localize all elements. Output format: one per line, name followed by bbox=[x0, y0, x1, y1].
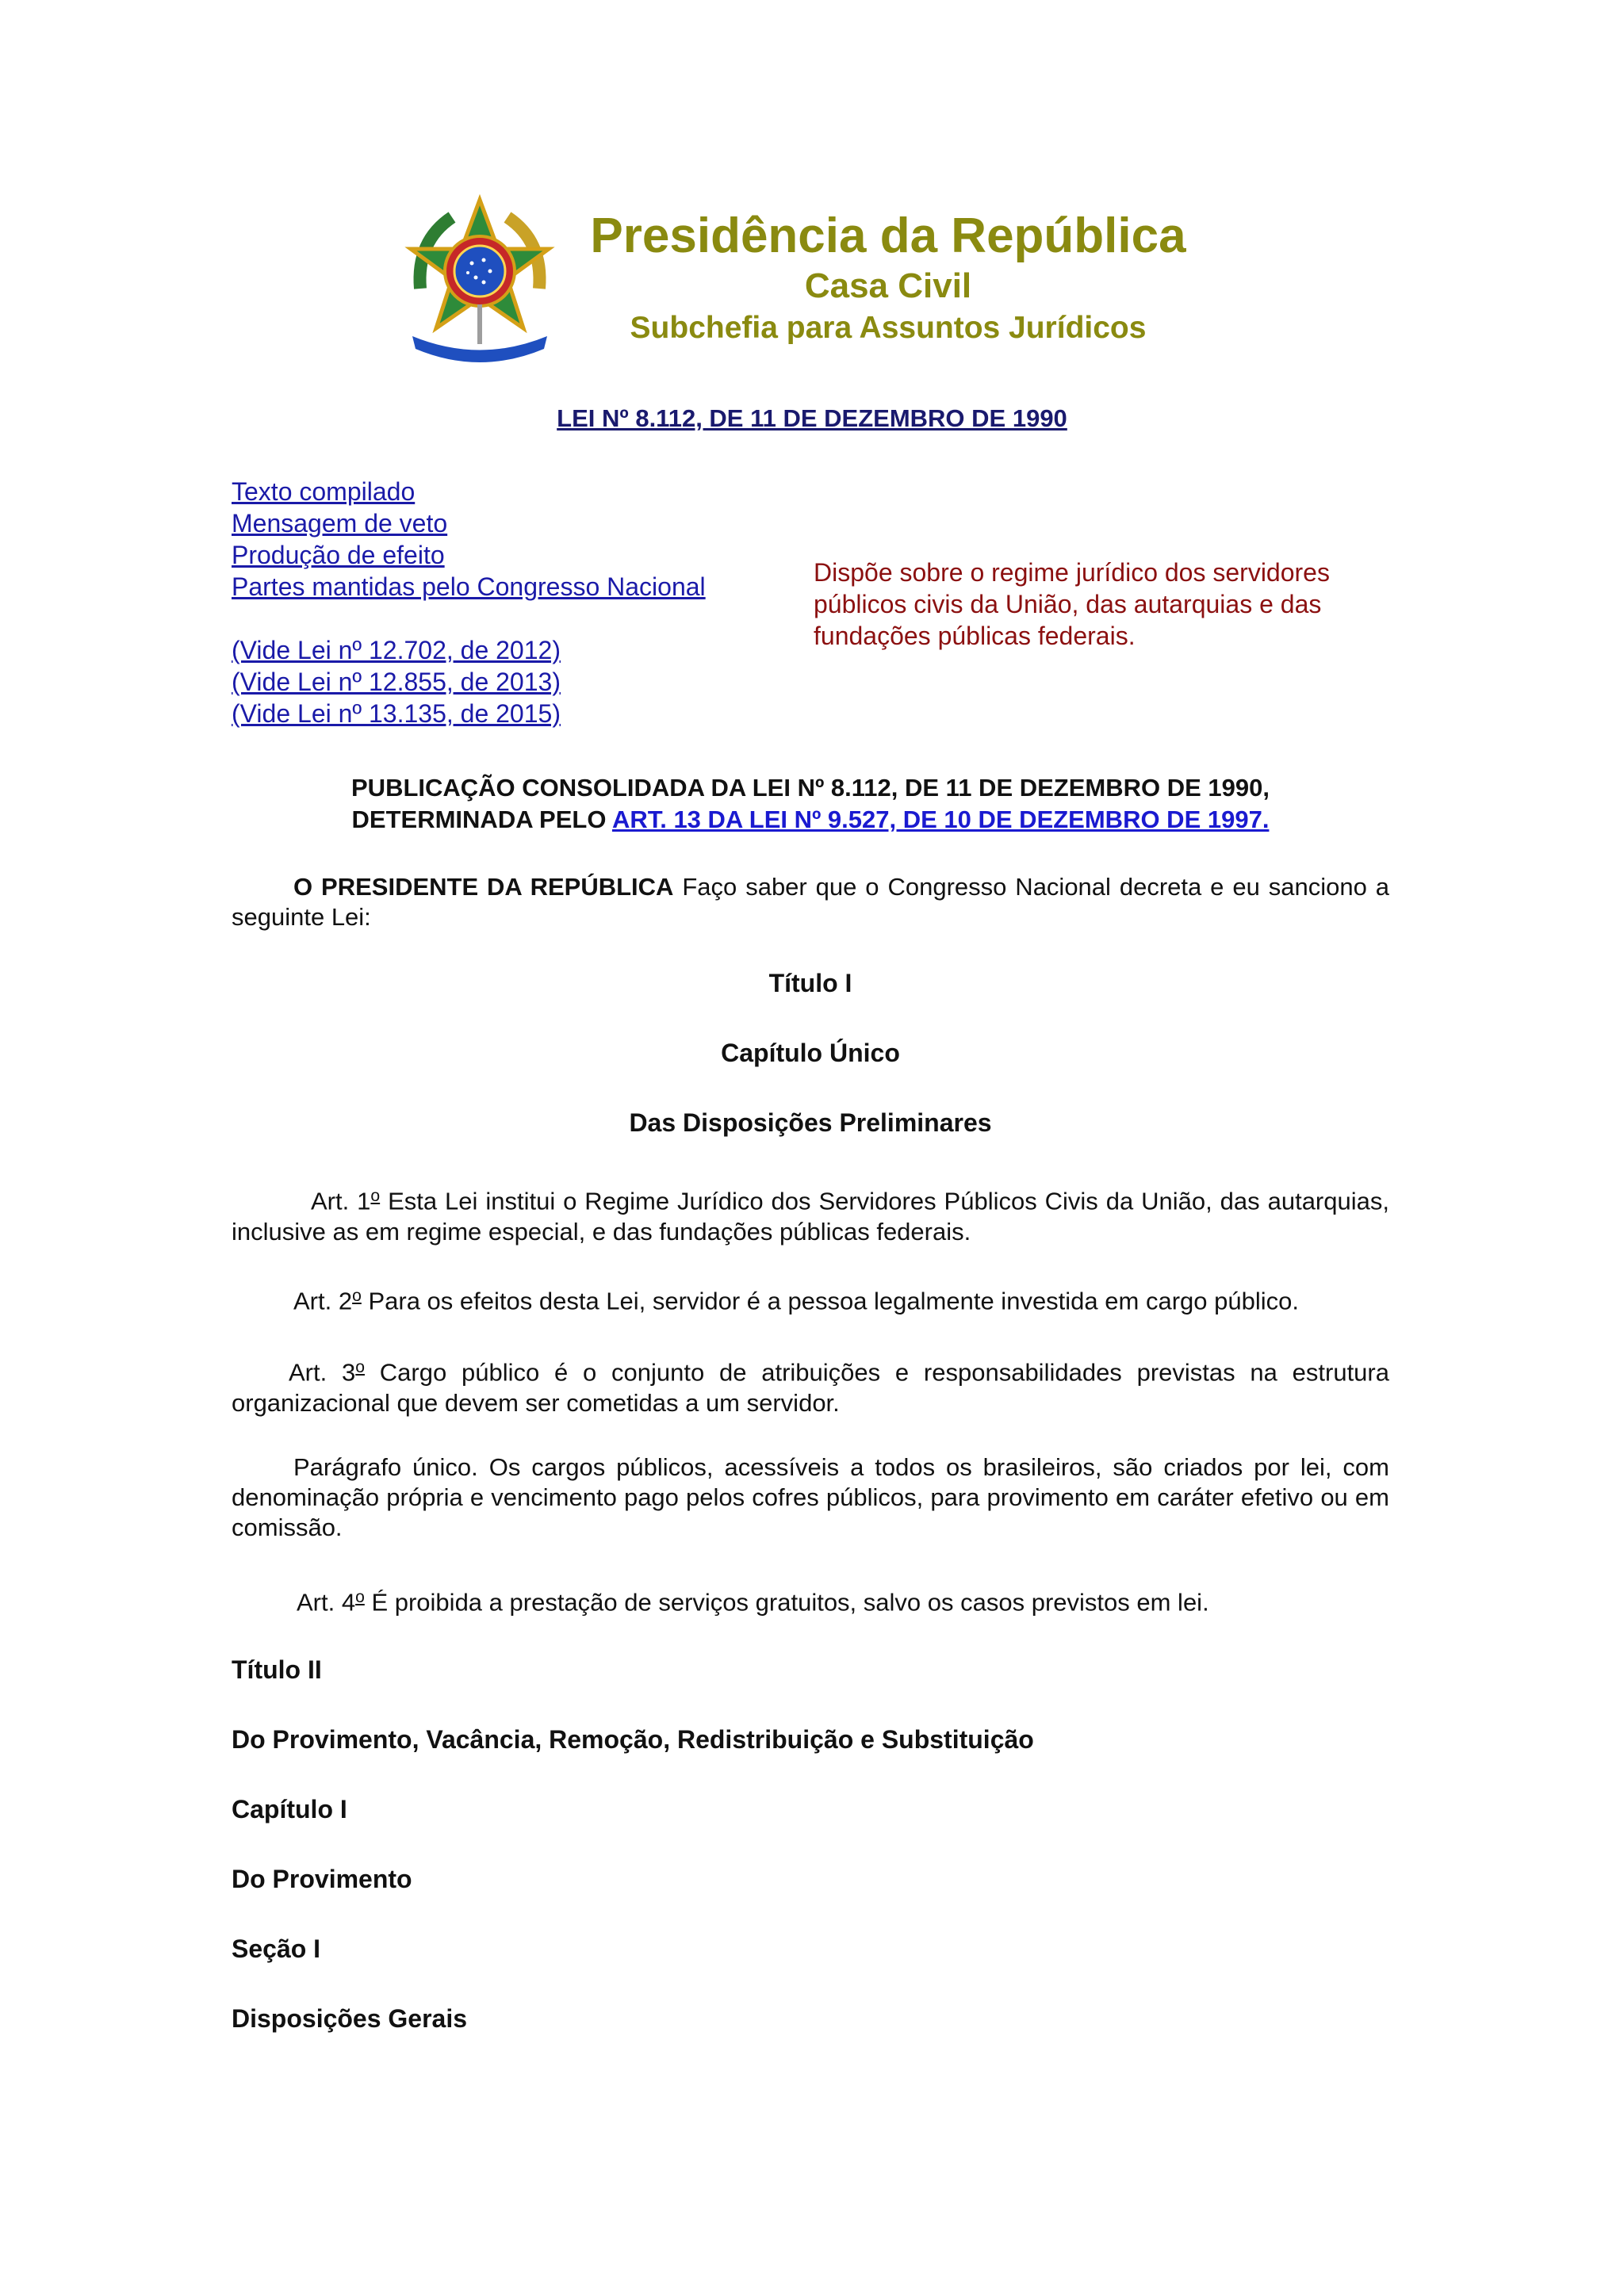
header-casa-civil: Casa Civil bbox=[804, 266, 972, 305]
preamble bbox=[232, 872, 1389, 932]
link-art13-lei-9527[interactable]: ART. 13 DA LEI Nº 9.527, DE 10 DE DEZEMBRO DE 1997. bbox=[611, 806, 1270, 833]
preamble-president: O PRESIDENTE DA REPÚBLICA bbox=[293, 873, 674, 901]
heading-do-provimento-vacancia: Do Provimento, Vacância, Remoção, Redistribuição e Substituição bbox=[232, 1725, 1034, 1754]
article-4-label: Art. 4 bbox=[297, 1588, 356, 1617]
article-1-label: Art. 1 bbox=[311, 1187, 371, 1215]
heading-titulo-2: Título II bbox=[232, 1655, 322, 1684]
link-mensagem-veto[interactable]: Mensagem de veto bbox=[232, 509, 448, 538]
heading-disposicoes-gerais: Disposições Gerais bbox=[232, 2004, 468, 2033]
article-2-text: Para os efeitos desta Lei, servidor é a pessoa legalmente investida em cargo público. bbox=[368, 1287, 1299, 1315]
spacer bbox=[232, 603, 706, 634]
link-vide-lei-12855[interactable]: (Vide Lei nº 12.855, de 2013) bbox=[232, 668, 561, 696]
article-3-text: Cargo público é o conjunto de atribuições e responsabilidades previstas na estrutura organizacional que devem ser cometidas a um servidor. bbox=[232, 1358, 1389, 1417]
related-links bbox=[232, 476, 706, 729]
ordinal-mark: o bbox=[355, 1358, 365, 1376]
ordinal-mark: o bbox=[355, 1588, 365, 1606]
paragrafo-unico-label: Parágrafo único. bbox=[293, 1453, 478, 1481]
paragrafo-unico bbox=[232, 1452, 1389, 1543]
ordinal-mark: o bbox=[370, 1187, 381, 1205]
link-partes-mantidas[interactable]: Partes mantidas pelo Congresso Nacional bbox=[232, 572, 706, 601]
article-3-label: Art. 3 bbox=[289, 1358, 356, 1387]
article-1-text: Esta Lei institui o Regime Jurídico dos Servidores Públicos Civis da União, das autarquias, inclusive as em regime especial, e das fundações públicas federais. bbox=[232, 1187, 1389, 1246]
law-title-link[interactable]: LEI Nº 8.112, DE 11 DE DEZEMBRO DE 1990 bbox=[557, 404, 1067, 432]
publication-line1: PUBLICAÇÃO CONSOLIDADA DA LEI Nº 8.112, DE 11 DE DEZEMBRO DE 1990, bbox=[351, 774, 1270, 802]
article-3 bbox=[232, 1353, 1389, 1418]
header-presidencia: Presidência da República bbox=[590, 209, 1186, 263]
ordinal-mark: o bbox=[352, 1287, 362, 1305]
paragrafo-unico-text: Os cargos públicos, acessíveis a todos os brasileiros, são criados por lei, com denominação própria e vencimento pago pelos cofres públicos, para provimento em caráter efetivo ou em comissão. bbox=[232, 1453, 1389, 1541]
heading-titulo-1: Título I bbox=[768, 969, 852, 997]
publication-note bbox=[232, 772, 1389, 836]
article-4-text: É proibida a prestação de serviços gratuitos, salvo os casos previstos em lei. bbox=[371, 1588, 1209, 1617]
link-producao-efeito[interactable]: Produção de efeito bbox=[232, 541, 445, 569]
header-subchefia: Subchefia para Assuntos Jurídicos bbox=[630, 311, 1147, 345]
link-texto-compilado[interactable]: Texto compilado bbox=[232, 477, 416, 506]
article-1 bbox=[232, 1181, 1389, 1247]
preamble-text: Faço saber que o Congresso Nacional decreta e eu sanciono a seguinte Lei: bbox=[232, 873, 1389, 931]
heading-capitulo-1: Capítulo I bbox=[232, 1795, 347, 1823]
article-4 bbox=[232, 1582, 1389, 1618]
publication-prefix: DETERMINADA PELO bbox=[351, 806, 607, 833]
article-2-label: Art. 2 bbox=[293, 1287, 353, 1315]
link-vide-lei-12702[interactable]: (Vide Lei nº 12.702, de 2012) bbox=[232, 636, 561, 664]
heading-disposicoes-preliminares: Das Disposições Preliminares bbox=[629, 1108, 992, 1137]
ementa: Dispõe sobre o regime jurídico dos servidores públicos civis da União, das autarquias e das fundações públicas federais. bbox=[814, 558, 1330, 650]
heading-do-provimento: Do Provimento bbox=[232, 1865, 412, 1893]
heading-secao-1: Seção I bbox=[232, 1934, 321, 1963]
heading-capitulo-unico: Capítulo Único bbox=[721, 1039, 900, 1067]
link-vide-lei-13135[interactable]: (Vide Lei nº 13.135, de 2015) bbox=[232, 699, 561, 728]
article-2 bbox=[232, 1281, 1389, 1317]
publication-line2 bbox=[232, 804, 1389, 836]
